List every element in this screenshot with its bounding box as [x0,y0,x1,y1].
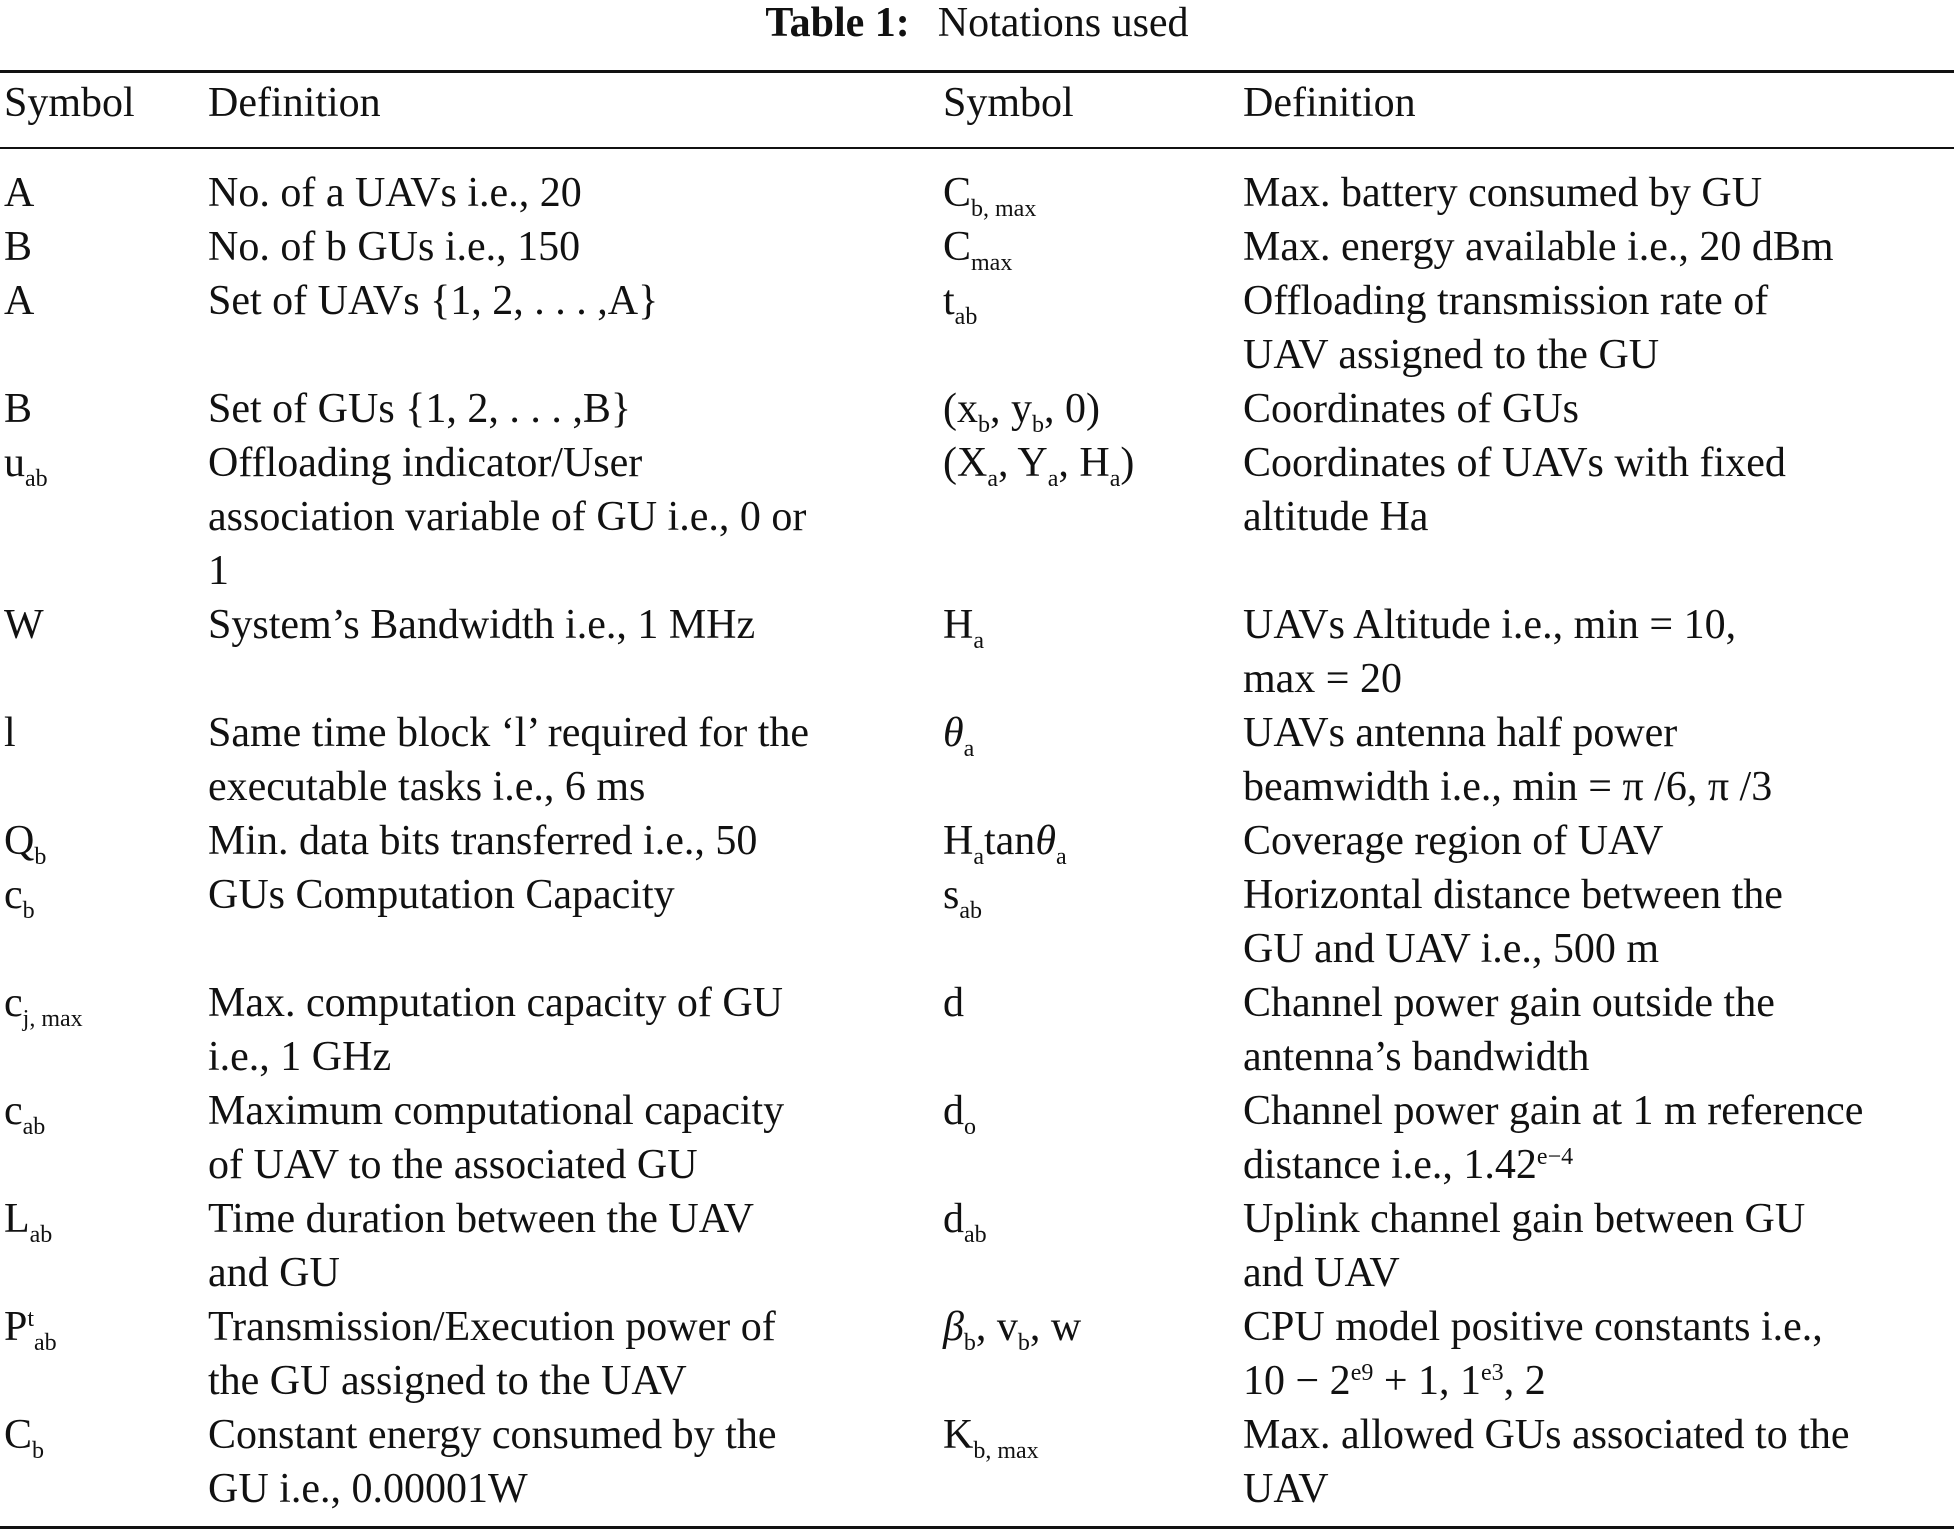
symbol-cell: $c_b$ [4,872,35,924]
definition-cell: Channel power gain outside the antenna’s bandwidth [1243,980,1775,1080]
top-rule [0,70,1954,73]
definition-cell: Maximum computational capacity of UAV to the associated GU [208,1088,785,1188]
header-symbol-2: Symbol [943,80,1074,126]
definition-cell: Min. data bits transferred i.e., 50 [208,818,758,864]
symbol-cell: $d_{ab}$ [943,1196,987,1248]
definition-cell: Same time block ‘l’ required for the executable tasks i.e., 6 ms [208,710,810,810]
header-rule [0,147,1954,149]
symbol-cell: ($X_a$, $Y_a$, $H_a$) [943,440,1135,492]
definition-cell: System’s Bandwidth i.e., 1 MHz [208,602,756,648]
symbol-cell: $C_{b, max}$ [943,170,1037,222]
symbol-cell: $C_{max}$ [943,224,1013,276]
caption-label: Table 1: [765,0,910,46]
definition-cell: CPU model positive constants i.e., $10 - 2^{e9} + 1$, $1^{e3}$, 2 [1243,1304,1823,1404]
definition-cell: Max. computation capacity of GU i.e., 1 GHz [208,980,783,1080]
definition-cell: Coordinates of GUs [1243,386,1579,432]
definition-cell: No. of a UAVs i.e., 20 [208,170,582,216]
symbol-cell: $s_{ab}$ [943,872,983,924]
definition-cell: Max. allowed GUs associated to the UAV [1243,1412,1850,1512]
symbol-cell: W [4,602,44,648]
definition-cell: Coverage region of UAV [1243,818,1664,864]
symbol-cell: $d_o$ [943,1088,976,1140]
symbol-cell: B [4,224,33,270]
symbol-cell: $\beta_b$, $v_b$, w [943,1304,1082,1356]
definition-cell: GUs Computation Capacity [208,872,675,918]
symbol-cell: $c_{j, max}$ [4,980,83,1032]
symbol-cell: $P^t_{ab}$ [4,1304,57,1356]
symbol-cell: $H_a$ [943,602,984,654]
definition-cell: Set of GUs {1, 2, . . . ,B} [208,386,631,432]
symbol-cell: B [4,386,33,432]
definition-cell: Uplink channel gain between GU and UAV [1243,1196,1806,1296]
symbol-cell: $c_{ab}$ [4,1088,46,1140]
symbol-cell: $t_{ab}$ [943,278,978,330]
definition-cell: Transmission/Execution power of the GU assigned to the UAV [208,1304,776,1404]
symbol-cell: $Q_b$ [4,818,47,870]
definition-cell: UAVs antenna half power beamwidth i.e., min = π /6, π /3 [1243,710,1773,810]
definition-cell: Horizontal distance between the GU and UAV i.e., 500 m [1243,872,1783,972]
caption-text: Notations used [937,0,1189,46]
symbol-cell: A [4,170,35,216]
definition-cell: Max. energy available i.e., 20 dBm [1243,224,1834,270]
definition-cell: Time duration between the UAV and GU [208,1196,754,1296]
symbol-cell: l [4,710,16,756]
symbol-cell: $u_{ab}$ [4,440,48,492]
symbol-cell: A [4,278,35,324]
symbol-cell: $L_{ab}$ [4,1196,53,1248]
definition-cell: Channel power gain at 1 m reference distance i.e., $1.42^{e-4}$ [1243,1088,1864,1188]
bottom-rule [0,1526,1954,1529]
definition-cell: Offloading indicator/User association variable of GU i.e., 0 or 1 [208,440,807,594]
definition-cell: UAVs Altitude i.e., min = 10, max = 20 [1243,602,1737,702]
symbol-cell: d [943,980,964,1026]
symbol-cell: $\theta_a$ [943,710,975,762]
definition-cell: Constant energy consumed by the GU i.e., 0.00001W [208,1412,777,1512]
symbol-cell: $K_{b, max}$ [943,1412,1039,1464]
definition-cell: Set of UAVs {1, 2, . . . ,A} [208,278,659,324]
header-definition-1: Definition [208,80,381,126]
definition-cell: Coordinates of UAVs with fixed altitude Ha [1243,440,1786,540]
symbol-cell: $H_a\tan\theta_a$ [943,818,1067,870]
header-definition-2: Definition [1243,80,1416,126]
symbol-cell: ($x_b$, $y_b$, 0) [943,386,1100,438]
header-symbol-1: Symbol [4,80,135,126]
table-caption [0,0,1954,46]
definition-cell: Offloading transmission rate of UAV assigned to the GU [1243,278,1769,378]
definition-cell: No. of b GUs i.e., 150 [208,224,581,270]
definition-cell: Max. battery consumed by GU [1243,170,1763,216]
symbol-cell: $C_b$ [4,1412,45,1464]
